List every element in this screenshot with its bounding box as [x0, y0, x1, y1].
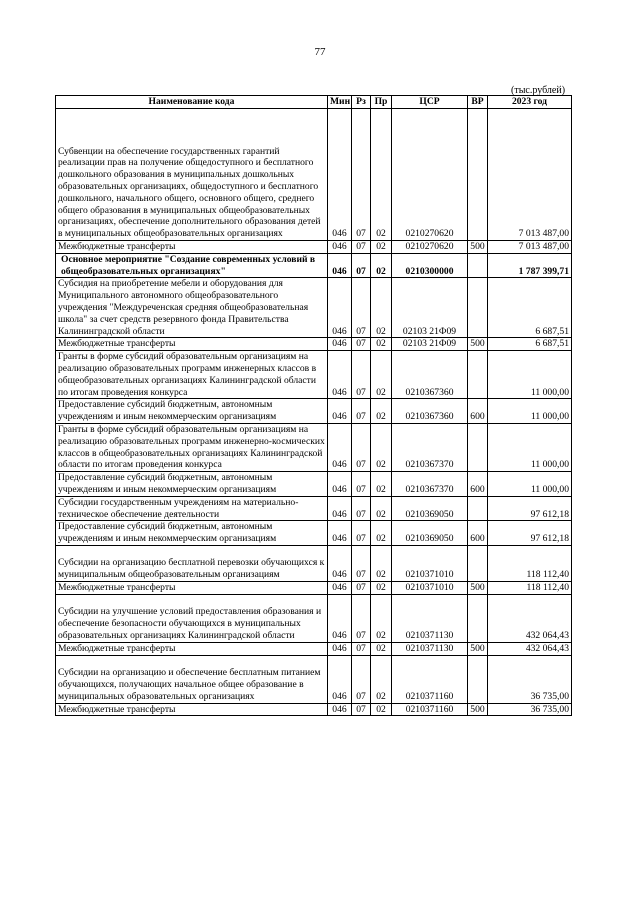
- row-min: 046: [328, 642, 352, 655]
- row-min: 046: [328, 351, 352, 399]
- row-csr: 0210371130: [392, 594, 468, 642]
- row-csr: 02103 21Ф09: [392, 338, 468, 351]
- row-csr: 0210367360: [392, 351, 468, 399]
- row-min: 046: [328, 338, 352, 351]
- units-label: (тыс.рублей): [511, 85, 566, 96]
- row-amount: 432 064,43: [488, 642, 572, 655]
- budget-table: [55, 95, 572, 716]
- table-row: [56, 594, 572, 642]
- row-pr: 02: [371, 581, 392, 594]
- row-name: Субсидии на организацию бесплатной перевозки обучающихся к муниципальным общеобразовательным организациям: [56, 545, 328, 581]
- row-rz: 07: [352, 351, 371, 399]
- table-row: [56, 655, 572, 703]
- row-min: 046: [328, 581, 352, 594]
- row-name: Предоставление субсидий бюджетным, автономным учреждениям и иным некоммерческим организациям: [56, 399, 328, 424]
- header-rz: Рз: [352, 96, 371, 109]
- header-name: Наименование кода: [56, 96, 328, 109]
- row-csr: 0210369050: [392, 521, 468, 546]
- row-rz: 07: [352, 496, 371, 521]
- table-row: [56, 109, 572, 241]
- row-pr: 02: [371, 278, 392, 338]
- row-csr: 0210371010: [392, 545, 468, 581]
- row-pr: 02: [371, 399, 392, 424]
- row-vr: 500: [468, 338, 488, 351]
- row-csr: 0210371160: [392, 655, 468, 703]
- table-row: [56, 703, 572, 716]
- header-amount: 2023 год: [488, 96, 572, 109]
- row-name: Субсидия на приобретение мебели и оборудования для Муниципального автономного общеобразовательного учреждения "Междуреченская средняя общеобразовательная школа" за счет средств резервного фонда Правительства Калининградской области: [56, 278, 328, 338]
- row-rz: 07: [352, 655, 371, 703]
- row-name: Предоставление субсидий бюджетным, автономным учреждениям и иным некоммерческим организациям: [56, 472, 328, 497]
- row-name: Межбюджетные трансферты: [56, 642, 328, 655]
- row-rz: 07: [352, 703, 371, 716]
- row-rz: 07: [352, 472, 371, 497]
- row-csr: 02103 21Ф09: [392, 278, 468, 338]
- row-rz: 07: [352, 545, 371, 581]
- row-min: 046: [328, 496, 352, 521]
- row-vr: 600: [468, 472, 488, 497]
- row-amount: 11 000,00: [488, 472, 572, 497]
- row-pr: 02: [371, 703, 392, 716]
- row-csr: 0210371160: [392, 703, 468, 716]
- table-row: [56, 399, 572, 424]
- row-vr: 500: [468, 241, 488, 254]
- row-amount: 432 064,43: [488, 594, 572, 642]
- row-amount: 118 112,40: [488, 581, 572, 594]
- row-csr: 0210371130: [392, 642, 468, 655]
- row-vr: 500: [468, 642, 488, 655]
- row-pr: 02: [371, 472, 392, 497]
- table-row: [56, 278, 572, 338]
- row-vr: [468, 278, 488, 338]
- table-row: [56, 545, 572, 581]
- row-name: Межбюджетные трансферты: [56, 703, 328, 716]
- row-amount: 97 612,18: [488, 521, 572, 546]
- row-rz: 07: [352, 253, 371, 278]
- row-rz: 07: [352, 338, 371, 351]
- row-name: Субсидии государственным учреждениям на материально-техническое обеспечение деятельности: [56, 496, 328, 521]
- row-min: 046: [328, 703, 352, 716]
- row-min: 046: [328, 423, 352, 471]
- table-row: [56, 521, 572, 546]
- row-pr: 02: [371, 241, 392, 254]
- row-min: 046: [328, 278, 352, 338]
- row-min: 046: [328, 545, 352, 581]
- row-amount: 6 687,51: [488, 338, 572, 351]
- row-name: Предоставление субсидий бюджетным, автономным учреждениям и иным некоммерческим организациям: [56, 521, 328, 546]
- row-amount: 97 612,18: [488, 496, 572, 521]
- table-row: [56, 581, 572, 594]
- row-amount: 7 013 487,00: [488, 241, 572, 254]
- row-min: 046: [328, 253, 352, 278]
- table-header-row: [56, 96, 572, 109]
- header-vr: ВР: [468, 96, 488, 109]
- row-csr: 0210270620: [392, 109, 468, 241]
- header-csr: ЦСР: [392, 96, 468, 109]
- row-vr: 600: [468, 521, 488, 546]
- row-rz: 07: [352, 642, 371, 655]
- row-vr: 500: [468, 703, 488, 716]
- row-csr: 0210369050: [392, 496, 468, 521]
- row-vr: [468, 594, 488, 642]
- row-amount: 6 687,51: [488, 278, 572, 338]
- row-min: 046: [328, 521, 352, 546]
- row-csr: 0210367370: [392, 472, 468, 497]
- row-pr: 02: [371, 594, 392, 642]
- row-name: Гранты в форме субсидий образовательным организациям на реализацию образовательных программ инженерно-космических классов в общеобразовательных организациях Калининградской области по итогам проведения конкурса: [56, 423, 328, 471]
- row-csr: 0210371010: [392, 581, 468, 594]
- row-amount: 11 000,00: [488, 399, 572, 424]
- row-vr: [468, 423, 488, 471]
- row-pr: 02: [371, 109, 392, 241]
- row-name: Гранты в форме субсидий образовательным организациям на реализацию образовательных программ инженерных классов в общеобразовательных организациях Калининградской области по итогам проведения конкурса: [56, 351, 328, 399]
- row-name: Субвенции на обеспечение государственных гарантий реализации прав на получение общедоступного и бесплатного дошкольного образования в муниципальных дошкольных образовательных организациях, общедоступного и бесплатного дошкольного, начального общего, основного общего, среднего общего образования в муниципальных общеобразовательных организациях, обеспечение дополнительного образования детей в муниципальных общеобразовательных организациях: [56, 109, 328, 241]
- row-min: 046: [328, 109, 352, 241]
- row-amount: 11 000,00: [488, 423, 572, 471]
- row-vr: [468, 351, 488, 399]
- row-csr: 0210367370: [392, 423, 468, 471]
- row-amount: 36 735,00: [488, 703, 572, 716]
- row-amount: 1 787 399,71: [488, 253, 572, 278]
- row-csr: 0210300000: [392, 253, 468, 278]
- row-name: Основное мероприятие "Создание современных условий в общеобразовательных организациях": [56, 253, 328, 278]
- row-name: Межбюджетные трансферты: [56, 241, 328, 254]
- row-rz: 07: [352, 278, 371, 338]
- row-rz: 07: [352, 521, 371, 546]
- table-row: [56, 496, 572, 521]
- row-amount: 36 735,00: [488, 655, 572, 703]
- row-pr: 02: [371, 655, 392, 703]
- row-name: Межбюджетные трансферты: [56, 338, 328, 351]
- row-rz: 07: [352, 109, 371, 241]
- row-vr: [468, 109, 488, 241]
- table-row: [56, 338, 572, 351]
- row-rz: 07: [352, 581, 371, 594]
- row-min: 046: [328, 655, 352, 703]
- row-csr: 0210270620: [392, 241, 468, 254]
- row-vr: [468, 545, 488, 581]
- row-vr: [468, 496, 488, 521]
- row-name: Субсидии на организацию и обеспечение бесплатным питанием обучающихся, получающих начальное общее образование в муниципальных образовательных организациях: [56, 655, 328, 703]
- row-pr: 02: [371, 496, 392, 521]
- row-rz: 07: [352, 241, 371, 254]
- row-rz: 07: [352, 423, 371, 471]
- row-pr: 02: [371, 545, 392, 581]
- row-vr: [468, 655, 488, 703]
- row-pr: 02: [371, 338, 392, 351]
- row-min: 046: [328, 472, 352, 497]
- row-vr: 600: [468, 399, 488, 424]
- row-min: 046: [328, 399, 352, 424]
- table-row: [56, 351, 572, 399]
- row-csr: 0210367360: [392, 399, 468, 424]
- row-pr: 02: [371, 351, 392, 399]
- row-rz: 07: [352, 399, 371, 424]
- row-rz: 07: [352, 594, 371, 642]
- row-amount: 118 112,40: [488, 545, 572, 581]
- row-pr: 02: [371, 642, 392, 655]
- row-pr: 02: [371, 521, 392, 546]
- header-pr: Пр: [371, 96, 392, 109]
- row-min: 046: [328, 241, 352, 254]
- row-pr: 02: [371, 253, 392, 278]
- table-row: [56, 642, 572, 655]
- row-amount: 11 000,00: [488, 351, 572, 399]
- row-amount: 7 013 487,00: [488, 109, 572, 241]
- row-vr: [468, 253, 488, 278]
- row-min: 046: [328, 594, 352, 642]
- header-min: Мин: [328, 96, 352, 109]
- page-number: 77: [314, 46, 326, 58]
- table-row: [56, 423, 572, 471]
- row-name: Межбюджетные трансферты: [56, 581, 328, 594]
- row-vr: 500: [468, 581, 488, 594]
- table-row: [56, 472, 572, 497]
- table-row: [56, 241, 572, 254]
- row-name: Субсидии на улучшение условий предоставления образования и обеспечение безопасности обучающихся в муниципальных образовательных организациях Калининградской области: [56, 594, 328, 642]
- row-pr: 02: [371, 423, 392, 471]
- table-row: [56, 253, 572, 278]
